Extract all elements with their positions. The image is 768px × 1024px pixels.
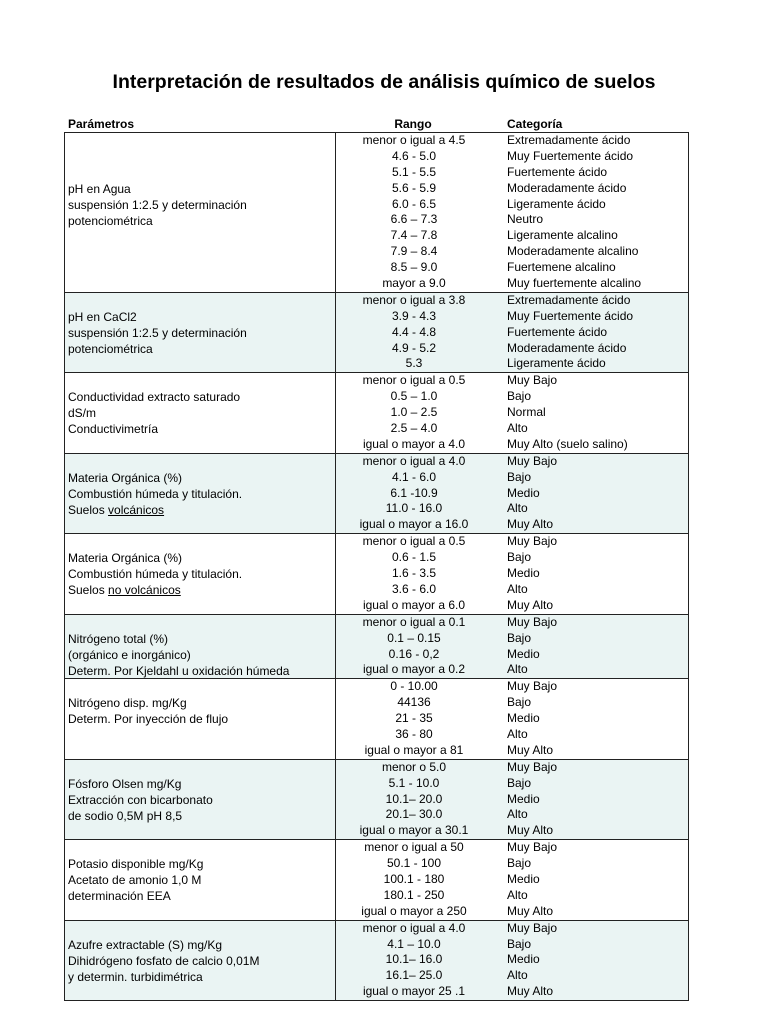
table-row <box>65 984 688 1000</box>
parameter-line <box>68 872 333 888</box>
category-cell: Alto <box>507 421 528 436</box>
table-row <box>65 437 688 453</box>
range-cell: 0 - 10.00 <box>390 679 438 694</box>
category-cell: Bajo <box>507 469 532 484</box>
range-cell: 100.1 - 180 <box>383 871 445 886</box>
range-cell: 5.1 - 10.0 <box>388 775 440 790</box>
parameter-line <box>68 470 333 486</box>
range-cell: igual o mayor a 0.2 <box>362 662 466 677</box>
category-cell: Muy fuertemente alcalino <box>507 276 642 291</box>
category-cell: Muy Alto <box>507 823 554 838</box>
column-header-rango: Rango <box>394 117 432 131</box>
parameter-text: (orgánico e inorgánico) <box>68 647 191 662</box>
range-cell: 44136 <box>397 695 431 710</box>
parameter-text: Materia Orgánica (%) <box>68 551 183 566</box>
category-cell: Muy Bajo <box>507 920 558 935</box>
parameter-text: pH en Agua <box>68 181 131 196</box>
parameter-line <box>68 197 333 213</box>
table-row <box>65 228 688 244</box>
range-cell: 8.5 – 9.0 <box>390 260 438 275</box>
category-cell: Medio <box>507 871 540 886</box>
category-cell: Extremadamente ácido <box>507 292 631 307</box>
parameter-text: Determ. Por Kjeldahl u oxidación húmeda <box>68 663 290 678</box>
parameter-text: Combustión húmeda y titulación. <box>68 567 243 582</box>
range-cell: 1.0 – 2.5 <box>390 405 438 420</box>
parameter-line <box>68 969 333 985</box>
category-cell: Alto <box>507 807 528 822</box>
table-row <box>65 276 688 292</box>
range-cell: 50.1 - 100 <box>386 856 442 871</box>
category-cell: Bajo <box>507 695 532 710</box>
parameter-text: pH en CaCl2 <box>68 309 137 324</box>
parameter-line <box>68 808 333 824</box>
parameter-underlined-text: no volcánicos <box>108 583 181 598</box>
table-row <box>65 454 688 470</box>
category-cell: Muy Alto <box>507 517 554 532</box>
parameter-group <box>65 133 688 293</box>
category-cell: Muy Bajo <box>507 453 558 468</box>
range-cell: 10.1– 16.0 <box>385 952 443 967</box>
range-cell: 11.0 - 16.0 <box>385 501 443 516</box>
range-cell: 3.9 - 4.3 <box>391 308 437 323</box>
parameter-line <box>68 695 333 711</box>
parameter-cell <box>68 550 333 598</box>
category-cell: Ligeramente alcalino <box>507 228 618 243</box>
category-cell: Bajo <box>507 856 532 871</box>
parameter-group <box>65 373 688 453</box>
category-cell: Muy Bajo <box>507 534 558 549</box>
category-cell: Moderadamente alcalino <box>507 244 639 259</box>
parameter-text: Fósforo Olsen mg/Kg <box>68 776 182 791</box>
table-row <box>65 760 688 776</box>
range-cell: igual o mayor a 81 <box>364 742 464 757</box>
parameter-cell <box>68 181 333 229</box>
category-cell: Ligeramente ácido <box>507 196 606 211</box>
table-row <box>65 517 688 533</box>
parameter-group <box>65 293 688 373</box>
page-title: Interpretación de resultados de análisis químico de suelos <box>112 71 656 93</box>
parameter-line <box>68 937 333 953</box>
range-cell: 6.1 -10.9 <box>390 485 438 500</box>
table-row <box>65 244 688 260</box>
category-cell: Medio <box>507 952 540 967</box>
parameter-line <box>68 856 333 872</box>
category-cell: Muy Bajo <box>507 614 558 629</box>
range-cell: 7.4 – 7.8 <box>390 228 438 243</box>
parameter-line <box>68 389 333 405</box>
parameter-text: Potasio disponible mg/Kg <box>68 857 204 872</box>
range-cell: igual o mayor a 250 <box>361 903 467 918</box>
parameter-line <box>68 309 333 325</box>
range-cell: 6.6 – 7.3 <box>390 212 438 227</box>
range-cell: 0.16 - 0,2 <box>388 646 440 661</box>
range-cell: 20.1– 30.0 <box>385 807 443 822</box>
range-cell: 5.1 - 5.5 <box>391 164 437 179</box>
range-cell: 1.6 - 3.5 <box>391 566 437 581</box>
parameter-text: Conductivimetría <box>68 422 159 437</box>
table-row <box>65 727 688 743</box>
range-cell: 3.6 - 6.0 <box>391 581 437 596</box>
table-row <box>65 293 688 309</box>
parameter-text: Nitrógeno total (%) <box>68 631 169 646</box>
parameter-line <box>68 711 333 727</box>
parameter-group <box>65 679 688 759</box>
table-row <box>65 534 688 550</box>
table-row <box>65 165 688 181</box>
parameter-cell <box>68 695 333 727</box>
parameter-text: Azufre extractable (S) mg/Kg <box>68 937 223 952</box>
parameter-underlined-text: volcánicos <box>108 502 165 517</box>
parameter-cell <box>68 470 333 518</box>
range-cell: 4.1 – 10.0 <box>387 936 441 951</box>
range-cell: 4.6 - 5.0 <box>391 148 437 163</box>
table-row <box>65 373 688 389</box>
range-cell: 7.9 – 8.4 <box>390 244 438 259</box>
parameter-line <box>68 631 333 647</box>
parameter-line <box>68 213 333 229</box>
parameter-line <box>68 421 333 437</box>
parameter-line <box>68 663 333 679</box>
category-cell: Fuertemente ácido <box>507 324 608 339</box>
parameter-text: dS/m <box>68 406 97 421</box>
category-cell: Alto <box>507 662 528 677</box>
parameter-cell <box>68 776 333 824</box>
category-cell: Extremadamente ácido <box>507 133 631 147</box>
range-cell: igual o mayor 25 .1 <box>362 984 466 999</box>
range-cell: menor o igual a 50 <box>364 840 464 855</box>
range-cell: 36 - 80 <box>395 726 433 741</box>
table-row <box>65 598 688 614</box>
parameter-text: Suelos <box>68 583 109 598</box>
category-cell: Muy Alto <box>507 742 554 757</box>
parameter-text: Extracción con bicarbonato <box>68 792 213 807</box>
parameter-text: determinación EEA <box>68 889 171 904</box>
parameter-line <box>68 325 333 341</box>
range-cell: igual o mayor a 16.0 <box>359 517 469 532</box>
parameter-cell <box>68 631 333 679</box>
parameter-line <box>68 502 333 518</box>
category-cell: Alto <box>507 581 528 596</box>
range-cell: mayor a 9.0 <box>382 276 446 291</box>
range-cell: 4.9 - 5.2 <box>391 340 437 355</box>
category-cell: Bajo <box>507 775 532 790</box>
parameter-text: Determ. Por inyección de flujo <box>68 712 229 727</box>
range-cell: 21 - 35 <box>395 711 433 726</box>
category-cell: Muy Bajo <box>507 840 558 855</box>
range-cell: menor o igual a 0.1 <box>362 614 466 629</box>
parameter-text: potenciométrica <box>68 213 153 228</box>
category-cell: Alto <box>507 501 528 516</box>
category-cell: Medio <box>507 711 540 726</box>
parameter-line <box>68 776 333 792</box>
parameter-line <box>68 405 333 421</box>
category-cell: Muy Bajo <box>507 679 558 694</box>
range-cell: menor o igual a 0.5 <box>362 534 466 549</box>
parameter-text: potenciométrica <box>68 341 153 356</box>
range-cell: 0.1 – 0.15 <box>387 630 441 645</box>
table-row <box>65 823 688 839</box>
parameter-text: Nitrógeno disp. mg/Kg <box>68 696 187 711</box>
range-cell: 180.1 - 250 <box>383 887 445 902</box>
range-cell: 0.5 – 1.0 <box>390 389 438 404</box>
category-cell: Alto <box>507 968 528 983</box>
parameter-line <box>68 341 333 357</box>
range-cell: 4.4 - 4.8 <box>391 324 437 339</box>
category-cell: Medio <box>507 485 540 500</box>
range-cell: 5.6 - 5.9 <box>391 180 437 195</box>
parameter-group <box>65 921 688 1001</box>
category-cell: Normal <box>507 405 546 420</box>
category-cell: Bajo <box>507 936 532 951</box>
parameter-line <box>68 647 333 663</box>
category-cell: Muy Fuertemente ácido <box>507 308 634 323</box>
category-cell: Medio <box>507 566 540 581</box>
parameter-cell <box>68 389 333 437</box>
range-cell: 10.1– 20.0 <box>385 791 443 806</box>
parameter-text: Combustión húmeda y titulación. <box>68 486 243 501</box>
range-cell: igual o mayor a 30.1 <box>359 823 469 838</box>
category-cell: Muy Alto <box>507 597 554 612</box>
column-header-parametros: Parámetros <box>68 117 135 131</box>
range-cell: menor o igual a 4.0 <box>362 920 466 935</box>
parameter-text: suspensión 1:2.5 y determinación <box>68 325 247 340</box>
parameter-line <box>68 486 333 502</box>
category-cell: Fuertemente ácido <box>507 164 608 179</box>
column-header-categoria: Categoría <box>507 117 563 131</box>
parameter-text: de sodio 0,5M pH 8,5 <box>68 808 183 823</box>
parameter-line <box>68 582 333 598</box>
range-cell: 4.1 - 6.0 <box>391 469 437 484</box>
range-cell: menor o igual a 4.5 <box>362 133 466 147</box>
table-row <box>65 356 688 372</box>
category-cell: Alto <box>507 887 528 902</box>
parameter-line <box>68 550 333 566</box>
category-cell: Muy Alto <box>507 984 554 999</box>
parameter-text: Suelos <box>68 502 109 517</box>
range-cell: menor o igual a 4.0 <box>362 453 466 468</box>
parameter-group <box>65 534 688 614</box>
parameter-cell <box>68 856 333 904</box>
parameter-text: Dihidrógeno fosfato de calcio 0,01M <box>68 953 260 968</box>
parameter-group <box>65 760 688 840</box>
table-row <box>65 904 688 920</box>
range-cell: menor o igual a 0.5 <box>362 373 466 388</box>
category-cell: Moderadamente ácido <box>507 180 627 195</box>
range-cell: 16.1– 25.0 <box>385 968 443 983</box>
range-cell: 6.0 - 6.5 <box>391 196 437 211</box>
table-row <box>65 743 688 759</box>
category-cell: Muy Bajo <box>507 373 558 388</box>
category-cell: Medio <box>507 791 540 806</box>
range-cell: 0.6 - 1.5 <box>391 550 437 565</box>
table-row <box>65 260 688 276</box>
table-row <box>65 679 688 695</box>
range-cell: igual o mayor a 4.0 <box>362 436 466 451</box>
parameter-text: Conductividad extracto saturado <box>68 390 241 405</box>
category-cell: Bajo <box>507 389 532 404</box>
category-cell: Medio <box>507 646 540 661</box>
table-row <box>65 840 688 856</box>
parameter-cell <box>68 309 333 357</box>
range-cell: 5.3 <box>405 356 423 371</box>
interpretation-table <box>64 132 689 1001</box>
range-cell: 2.5 – 4.0 <box>390 421 438 436</box>
category-cell: Muy Alto <box>507 903 554 918</box>
parameter-cell <box>68 937 333 985</box>
category-cell: Ligeramente ácido <box>507 356 606 371</box>
table-row <box>65 133 688 149</box>
parameter-group <box>65 840 688 920</box>
category-cell: Moderadamente ácido <box>507 340 627 355</box>
parameter-group <box>65 454 688 534</box>
parameter-line <box>68 888 333 904</box>
range-cell: igual o mayor a 6.0 <box>362 597 466 612</box>
table-row <box>65 921 688 937</box>
category-cell: Muy Fuertemente ácido <box>507 148 634 163</box>
category-cell: Muy Bajo <box>507 759 558 774</box>
parameter-text: Materia Orgánica (%) <box>68 470 183 485</box>
range-cell: menor o igual a 3.8 <box>362 292 466 307</box>
range-cell: menor o 5.0 <box>381 759 447 774</box>
category-cell: Bajo <box>507 550 532 565</box>
parameter-text: Acetato de amonio 1,0 M <box>68 873 202 888</box>
category-cell: Muy Alto (suelo salino) <box>507 436 628 451</box>
table-row <box>65 149 688 165</box>
parameter-line <box>68 792 333 808</box>
category-cell: Fuertemene alcalino <box>507 260 616 275</box>
table-row <box>65 615 688 631</box>
parameter-text: y determin. turbidimétrica <box>68 969 203 984</box>
parameter-group <box>65 615 688 680</box>
category-cell: Neutro <box>507 212 544 227</box>
parameter-line <box>68 566 333 582</box>
parameter-line <box>68 181 333 197</box>
category-cell: Alto <box>507 726 528 741</box>
category-cell: Bajo <box>507 630 532 645</box>
parameter-text: suspensión 1:2.5 y determinación <box>68 197 247 212</box>
parameter-line <box>68 953 333 969</box>
